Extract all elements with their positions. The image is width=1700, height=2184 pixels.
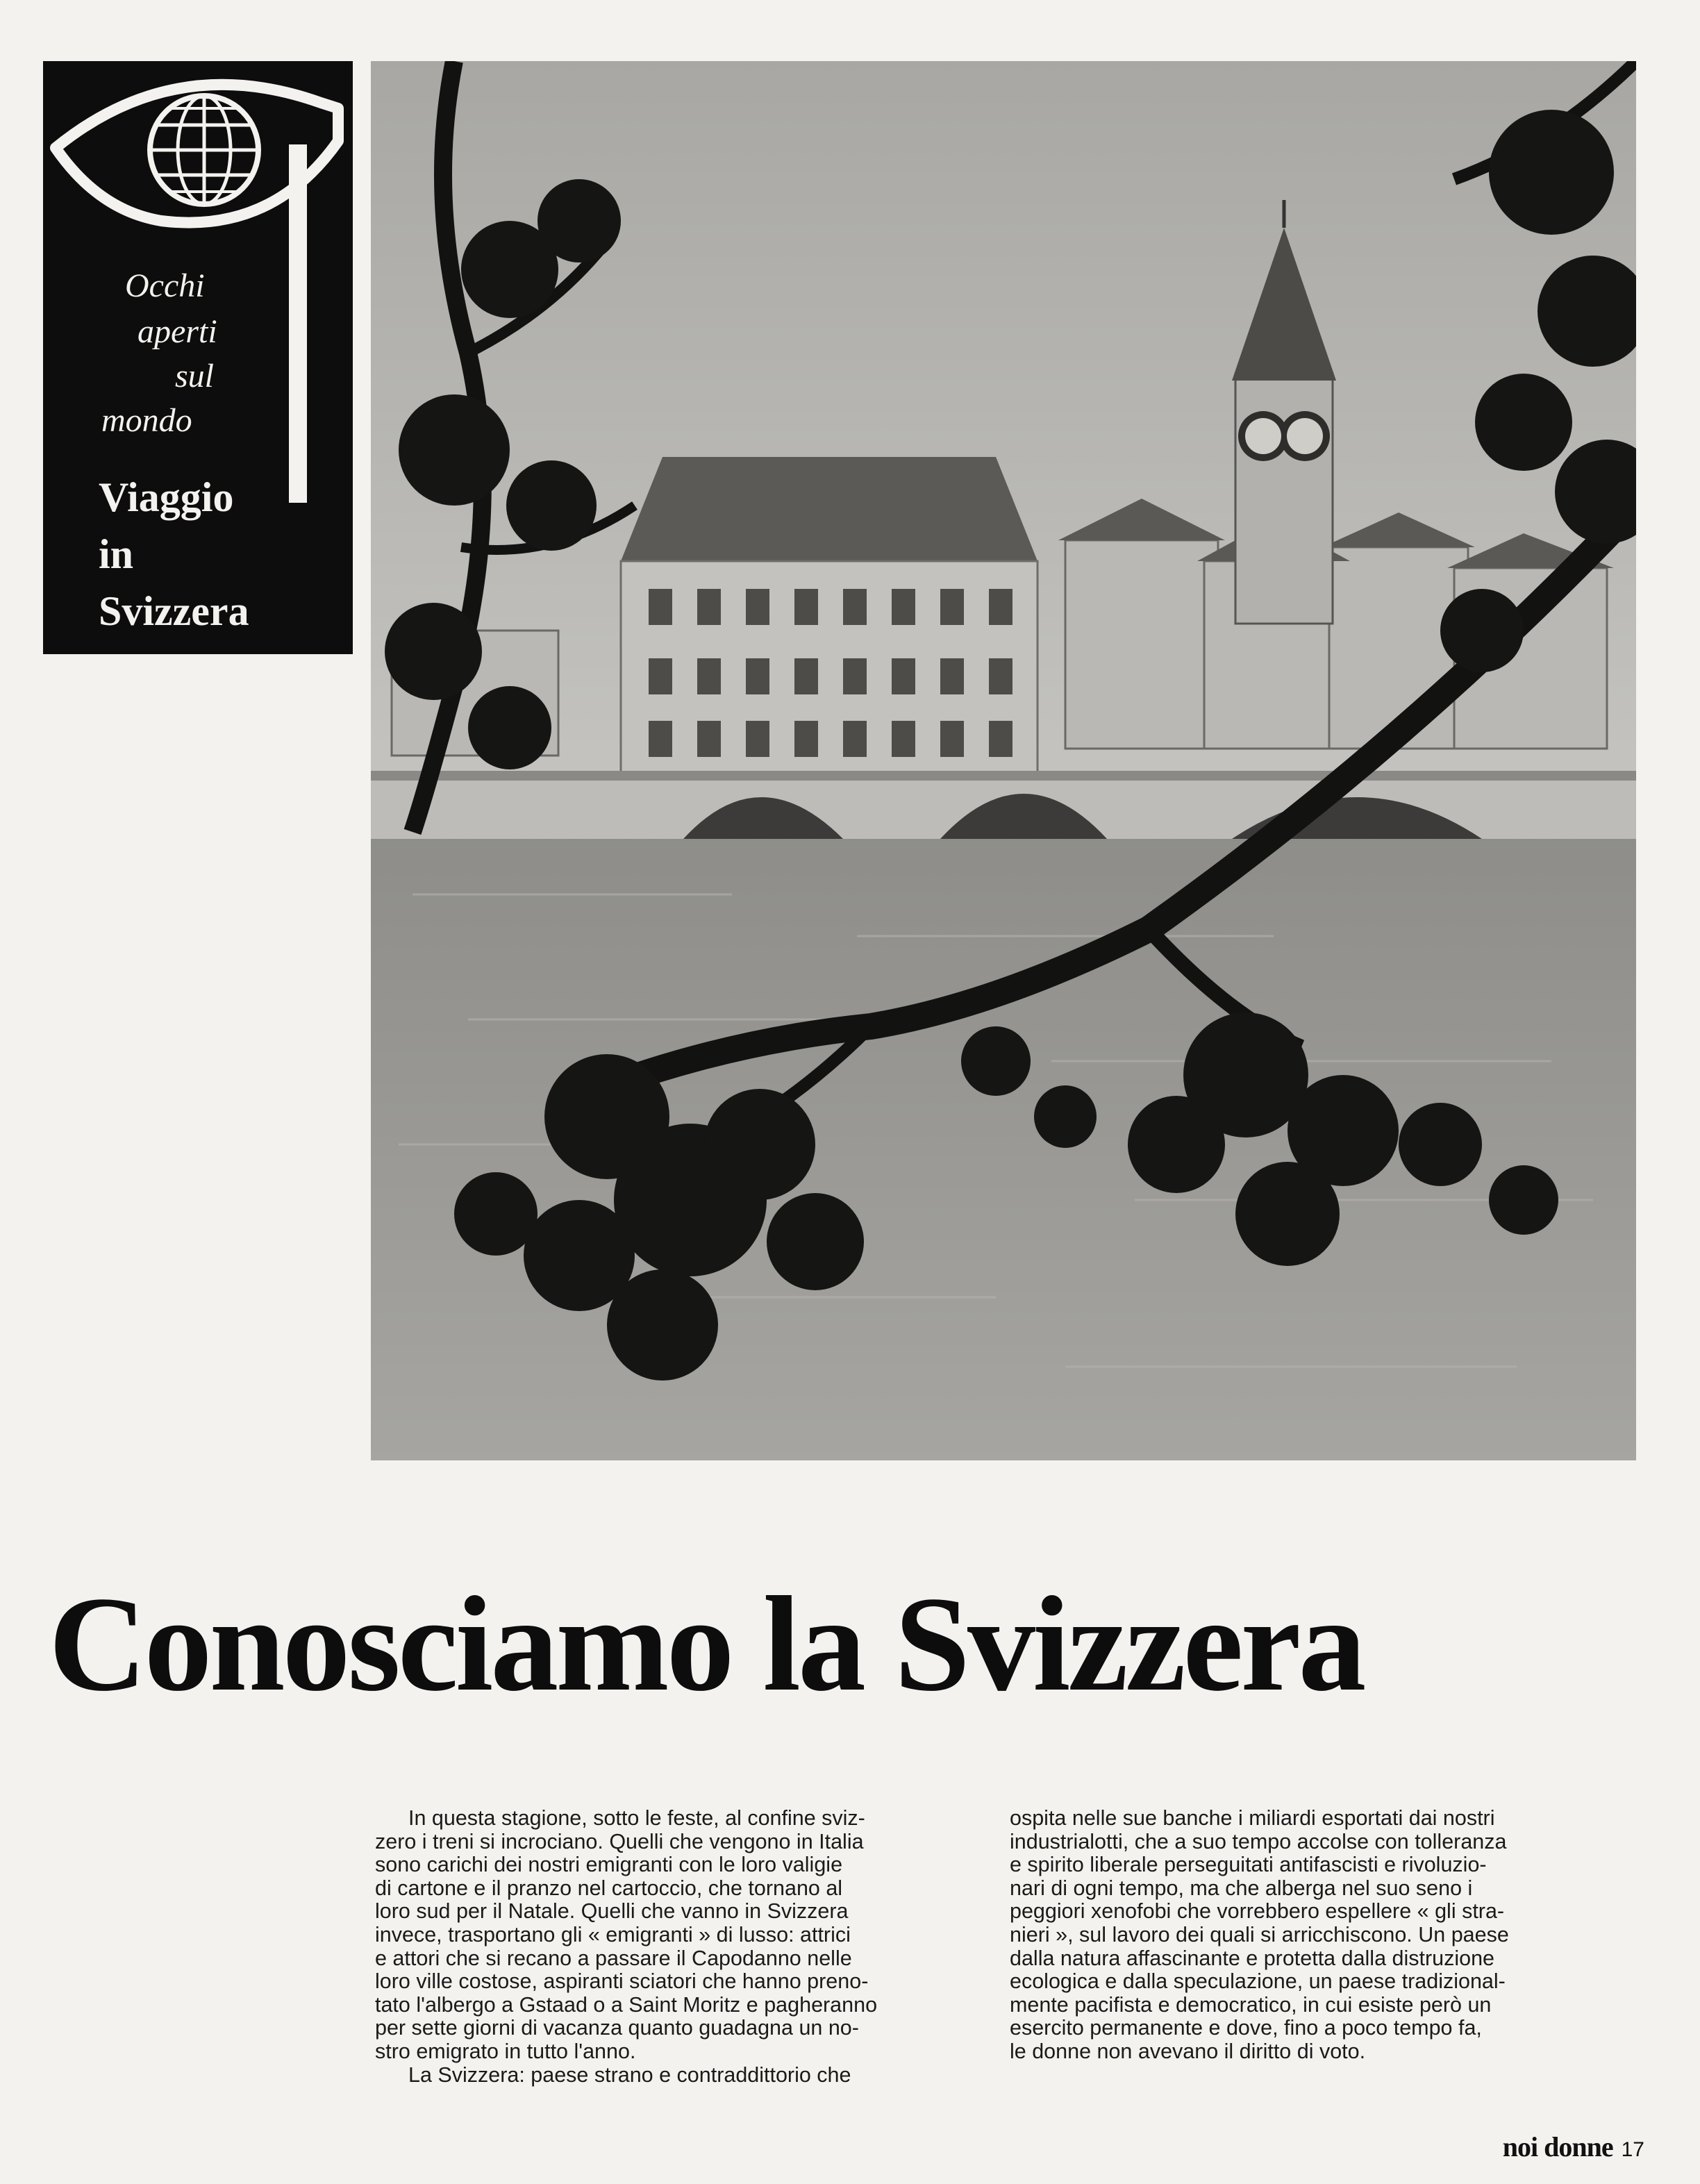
section-logo-box bbox=[43, 61, 353, 654]
text-line: sono carichi dei nostri emigranti con le loro valigie bbox=[375, 1853, 843, 1877]
section-title-line-2: in bbox=[99, 531, 134, 577]
text-line: nieri », sul lavoro dei quali si arricchiscono. Un paese bbox=[1010, 1922, 1509, 1947]
text-line: industrialotti, che a suo tempo accolse con tolleranza bbox=[1010, 1829, 1507, 1853]
text-line: loro sud per il Natale. Quelli che vanno in Svizzera bbox=[375, 1899, 849, 1924]
text-line: dalla natura affascinante e protetta dalla distruzione bbox=[1010, 1946, 1495, 1970]
kicker-line-3: sul bbox=[175, 358, 215, 394]
text-line: e attori che si recano a passare il Capodanno nelle bbox=[375, 1946, 852, 1970]
text-line: peggiori xenofobi che vorrebbero espellere « gli stra- bbox=[1010, 1899, 1505, 1924]
text-line: e spirito liberale perseguitati antifascisti e rivoluzio- bbox=[1010, 1853, 1487, 1877]
text-line: stro emigrato in tutto l'anno. bbox=[375, 2039, 636, 2063]
text-line: La Svizzera: paese strano e contraddittorio che bbox=[408, 2062, 851, 2087]
text-line: In questa stagione, sotto le feste, al confine sviz- bbox=[408, 1806, 865, 1830]
zurich-river-bridge-church-tower-photo bbox=[371, 61, 1636, 1460]
text-line: le donne non avevano il diritto di voto. bbox=[1010, 2039, 1366, 2063]
text-line: nari di ogni tempo, ma che alberga nel suo seno i bbox=[1010, 1876, 1473, 1900]
text-line: di cartone e il pranzo nel cartoccio, che tornano al bbox=[375, 1876, 843, 1900]
text-line: ecologica e dalla speculazione, un paese tradizional- bbox=[1010, 1969, 1506, 1994]
text-line: ospita nelle sue banche i miliardi esportati dai nostri bbox=[1010, 1806, 1495, 1830]
page-footer bbox=[1503, 2131, 1644, 2163]
text-line: zero i treni si incrociano. Quelli che vengono in Italia bbox=[375, 1829, 864, 1853]
article-column-left bbox=[375, 1807, 939, 2087]
text-line: tato l'albergo a Gstaad o a Saint Moritz e pagheranno bbox=[375, 1992, 878, 2017]
kicker-line-2: aperti bbox=[138, 313, 217, 350]
kicker-line-1: Occhi bbox=[125, 267, 205, 304]
article-column-right bbox=[1010, 1807, 1574, 2064]
text-line: mente pacifista e democratico, in cui esiste però un bbox=[1010, 1992, 1492, 2017]
article-headline: Conosciamo la Svizzera bbox=[49, 1569, 1364, 1719]
section-title-line-1: Viaggio bbox=[99, 474, 234, 520]
magazine-name: noi donne bbox=[1502, 2131, 1613, 2162]
kicker-line-4: mondo bbox=[101, 402, 192, 439]
section-title-line-3: Svizzera bbox=[99, 588, 249, 634]
page-number: 17 bbox=[1621, 2138, 1644, 2161]
text-line: esercito permanente e dove, fino a poco tempo fa, bbox=[1010, 2016, 1482, 2040]
text-line: per sette giorni di vacanza quanto guadagna un no- bbox=[375, 2016, 859, 2040]
text-line: invece, trasportano gli « emigranti » di lusso: attrici bbox=[375, 1922, 851, 1947]
text-line: loro ville costose, aspiranti sciatori che hanno preno- bbox=[375, 1969, 869, 1994]
